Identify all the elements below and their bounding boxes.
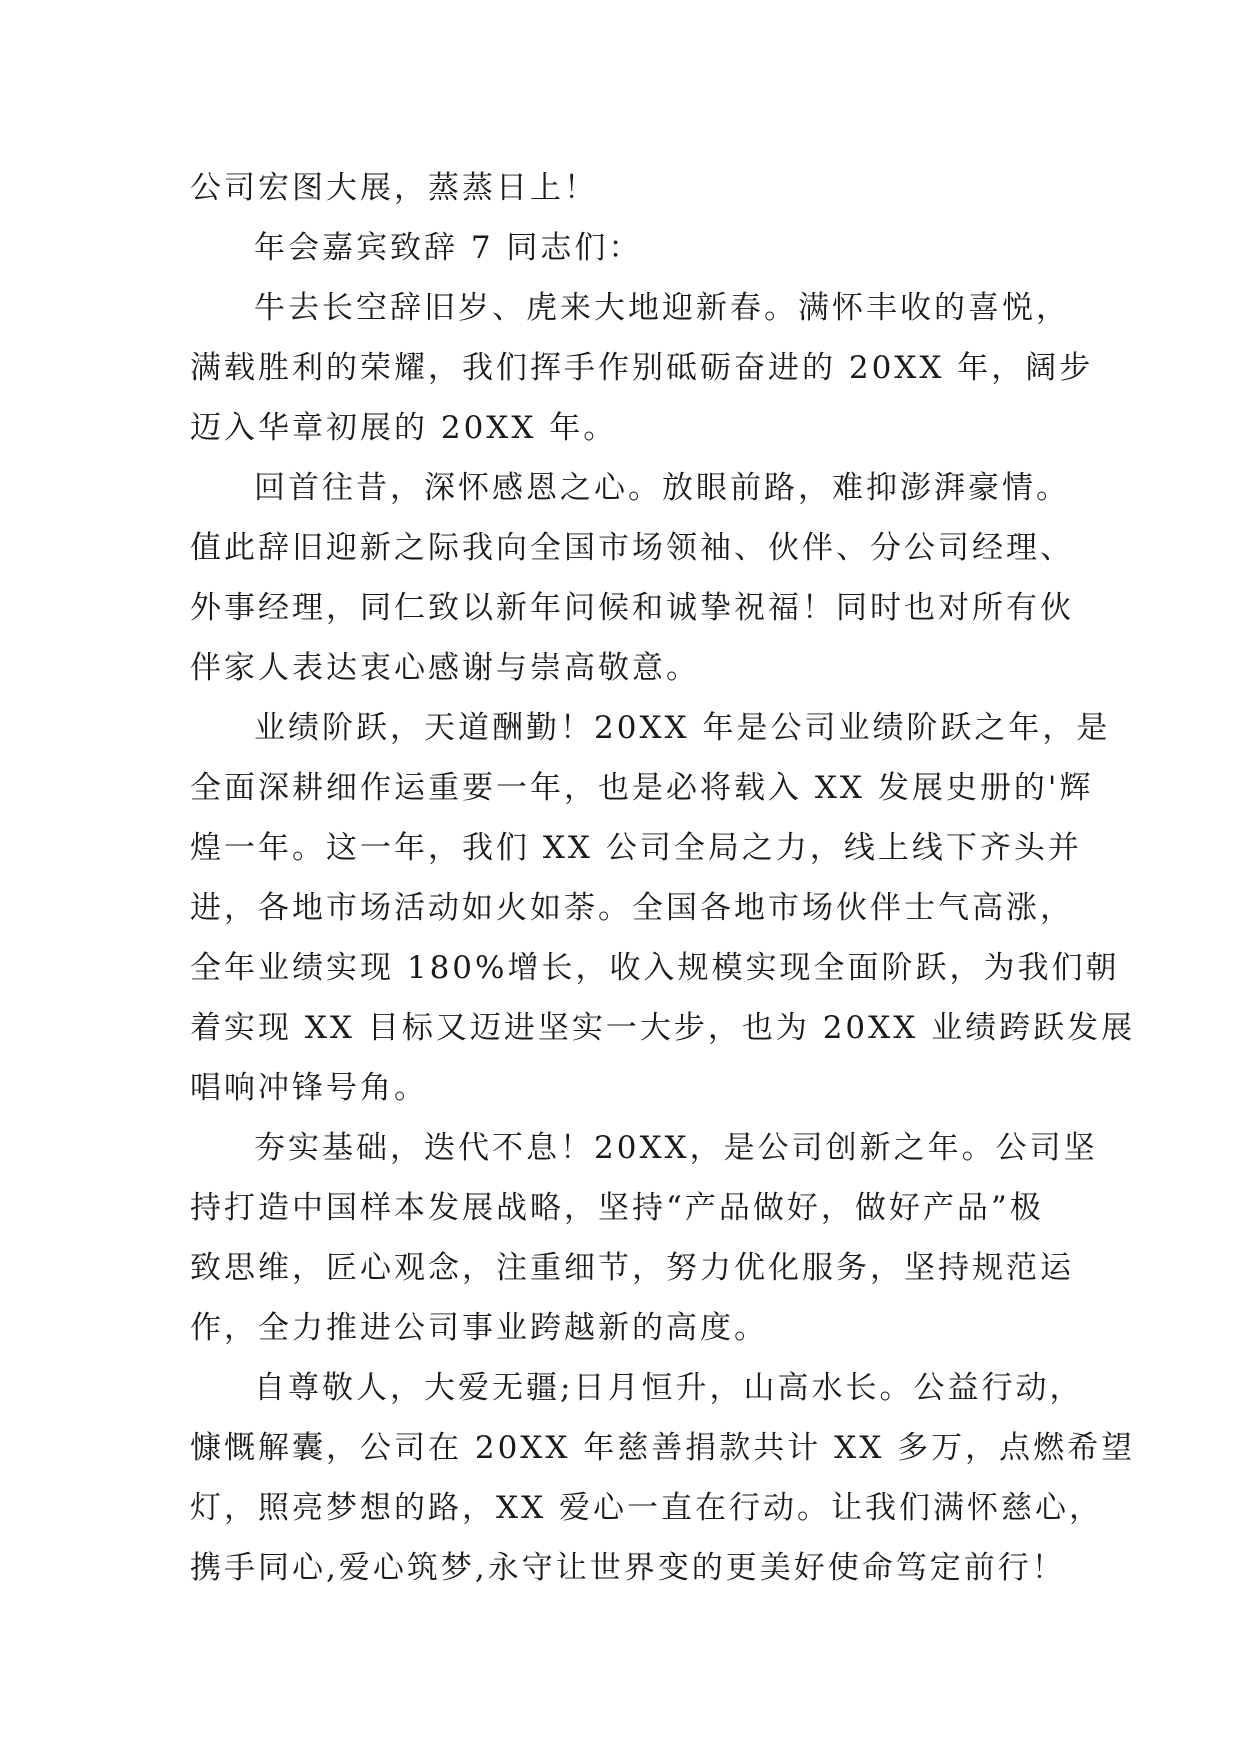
paragraph-5 (190, 698, 1136, 1118)
text-line: 全面深耕细作运重要一年，也是必将载入 XX 发展史册的'辉 (190, 770, 1094, 806)
text-line: 公司宏图大展，蒸蒸日上！ (190, 170, 598, 206)
paragraph-2 (190, 218, 1070, 278)
text-line: 着实现 XX 目标又迈进坚实一大步，也为 20XX 业绩跨跃发展 (190, 1010, 1136, 1046)
text-line: 夯实基础，迭代不息！20XX，是公司创新之年。公司坚 (254, 1130, 1098, 1166)
paragraph-4 (190, 458, 1074, 698)
paragraph-3 (190, 278, 1094, 458)
paragraph-6 (190, 1118, 1098, 1358)
paragraph-7 (190, 1358, 1136, 1598)
text-line: 慷慨解囊，公司在 20XX 年慈善捐款共计 XX 多万，点燃希望 (190, 1430, 1136, 1466)
text-line: 业绩阶跃，天道酬勤！20XX 年是公司业绩阶跃之年，是 (254, 710, 1111, 746)
text-line: 牛去长空辞旧岁、虎来大地迎新春。满怀丰收的喜悦， (254, 290, 1070, 326)
text-line: 进，各地市场活动如火如荼。全国各地市场伙伴士气高涨， (190, 890, 1074, 926)
text-line: 煌一年。这一年，我们 XX 公司全局之力，线上线下齐头并 (190, 830, 1082, 866)
text-line: 值此辞旧迎新之际我向全国市场领袖、伙伴、分公司经理、 (190, 530, 1074, 566)
text-line: 携手同心,爱心筑梦,永守让世界变的更美好使命笃定前行！ (190, 1550, 1066, 1586)
document-body (190, 158, 1136, 1598)
text-line: 作，全力推进公司事业跨越新的高度。 (190, 1310, 768, 1346)
paragraph-1 (190, 158, 1070, 218)
text-line: 唱响冲锋号角。 (190, 1070, 428, 1106)
text-line: 满载胜利的荣耀，我们挥手作别砥砺奋进的 20XX 年，阔步 (190, 350, 1094, 386)
text-line: 自尊敬人，大爱无疆;日月恒升，山高水长。公益行动， (254, 1370, 1084, 1406)
text-line: 全年业绩实现 180%增长，收入规模实现全面阶跃，为我们朝 (190, 950, 1120, 986)
text-line: 持打造中国样本发展战略，坚持“产品做好，做好产品”极 (190, 1190, 1044, 1226)
text-line: 致思维，匠心观念，注重细节，努力优化服务，坚持规范运 (190, 1250, 1074, 1286)
text-line: 迈入华章初展的 20XX 年。 (190, 410, 618, 446)
text-line: 回首往昔，深怀感恩之心。放眼前路，难抑澎湃豪情。 (254, 470, 1070, 506)
text-line: 外事经理，同仁致以新年问候和诚挚祝福！同时也对所有伙 (190, 590, 1074, 626)
text-line: 灯，照亮梦想的路，XX 爱心一直在行动。让我们满怀慈心， (190, 1490, 1103, 1526)
text-line: 伴家人表达衷心感谢与崇高敬意。 (190, 650, 700, 686)
text-line: 年会嘉宾致辞 7 同志们： (254, 230, 643, 266)
